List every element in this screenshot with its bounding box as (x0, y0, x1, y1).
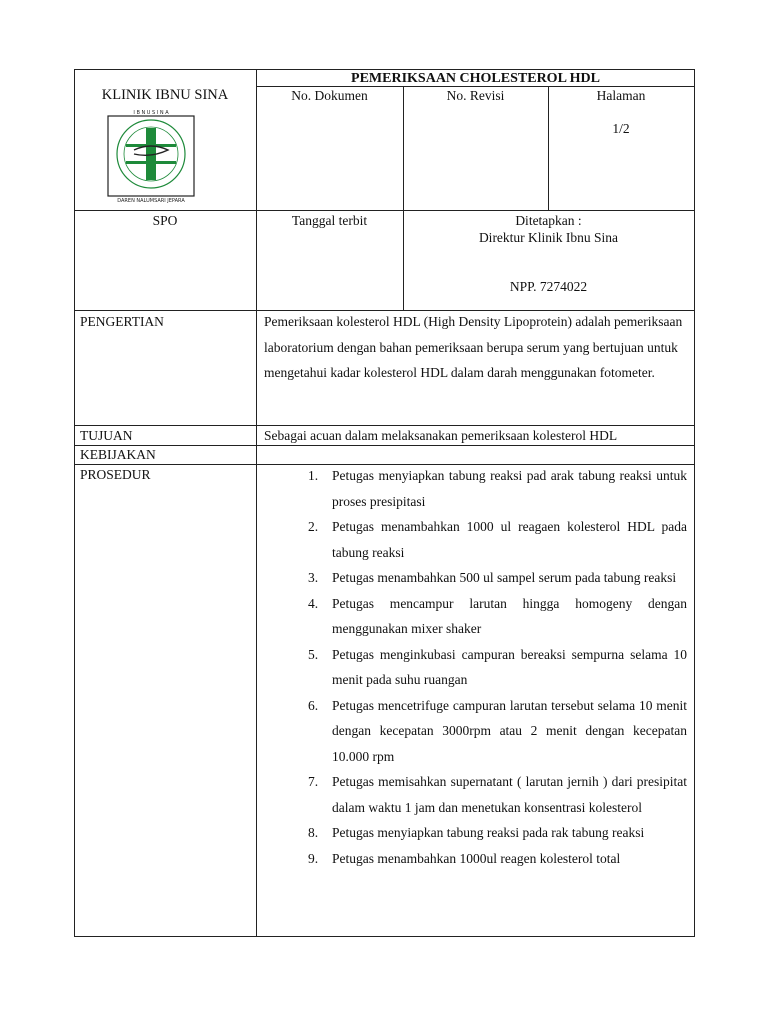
document-title: PEMERIKSAAN CHOLESTEROL HDL (351, 71, 600, 86)
tujuan-label: TUJUAN (80, 428, 133, 443)
procedure-step (302, 514, 687, 565)
issue-date-label: Tanggal terbit (291, 213, 368, 228)
procedure-step-number: 2. (308, 519, 319, 534)
page-value: 1/2 (612, 121, 630, 136)
procedure-list (302, 463, 687, 871)
npp-number: NPP. 7274022 (509, 279, 588, 294)
approved-label: Ditetapkan : (515, 213, 582, 228)
procedure-step-text: Petugas mencetrifuge campuran larutan tersebut selama 10 menit dengan kecepatan 3000rpm atau 2 menit dengan kecepatan 10.000 rpm (332, 697, 687, 764)
pengertian-text: Pemeriksaan kolesterol HDL (High Density Lipoprotein) adalah pemeriksaan laboratorium dengan bahan pemeriksaan berupa serum yang bertujuan untuk mengetahui kadar kolesterol HDL dalam darah menggunakan fotometer. (264, 314, 683, 380)
procedure-step-text: Petugas menyiapkan tabung reaksi pada rak tabung reaksi (332, 825, 645, 840)
page-label: Halaman (596, 88, 646, 103)
kebijakan-label: KEBIJAKAN (80, 447, 156, 462)
procedure-step-text: Petugas menambahkan 1000 ul reagaen kolesterol HDL pada tabung reaksi (332, 519, 687, 560)
procedure-step-text: Petugas menambahkan 500 ul sampel serum pada tabung reaksi (332, 570, 677, 585)
doc-number-label: No. Dokumen (291, 88, 368, 103)
procedure-step-number: 1. (308, 468, 319, 483)
procedure-step-number: 7. (308, 774, 319, 789)
procedure-step (302, 642, 687, 693)
revision-label: No. Revisi (446, 88, 505, 103)
procedure-step-number: 4. (308, 595, 319, 611)
procedure-step-text: Petugas menginkubasi campuran bereaksi sempurna selama 10 menit pada suhu ruangan (332, 646, 687, 687)
procedure-step-number: 5. (308, 646, 319, 662)
clinic-logo-icon (106, 108, 196, 204)
procedure-step-text: Petugas menyiapkan tabung reaksi pad arak tabung reaksi untuk proses presipitasi (332, 468, 687, 509)
procedure-step (302, 463, 687, 514)
procedure-step-text: Petugas mencampur larutan hingga homogeny dengan menggunakan mixer shaker (332, 595, 687, 636)
logo-top-text: I B N U S I N A (133, 110, 169, 116)
approver-name: Direktur Klinik Ibnu Sina (478, 230, 619, 245)
procedure-step (302, 769, 687, 820)
tujuan-text: Sebagai acuan dalam melaksanakan pemeriksaan kolesterol HDL (264, 428, 618, 443)
procedure-step (302, 565, 687, 591)
logo-bottom-text: DAREN NALUMSARI JEPARA (117, 198, 185, 204)
prosedur-label: PROSEDUR (80, 467, 151, 482)
procedure-step (302, 846, 687, 872)
procedure-step (302, 693, 687, 770)
procedure-step (302, 591, 687, 642)
procedure-step-text: Petugas menambahkan 1000ul reagen kolesterol total (332, 850, 621, 866)
clinic-logo (106, 108, 196, 204)
procedure-step-text: Petugas memisahkan supernatant ( larutan jernih ) dari presipitat dalam waktu 1 jam dan menetukan konsentrasi kolesterol (332, 774, 687, 815)
procedure-step-number: 6. (308, 697, 319, 713)
procedure-step-number: 3. (308, 570, 319, 585)
procedure-step-number: 8. (308, 825, 319, 840)
spo-label: SPO (152, 213, 178, 228)
procedure-step-number: 9. (308, 850, 319, 866)
clinic-name: KLINIK IBNU SINA (101, 87, 229, 103)
pengertian-label: PENGERTIAN (80, 314, 164, 329)
procedure-step (302, 820, 687, 846)
